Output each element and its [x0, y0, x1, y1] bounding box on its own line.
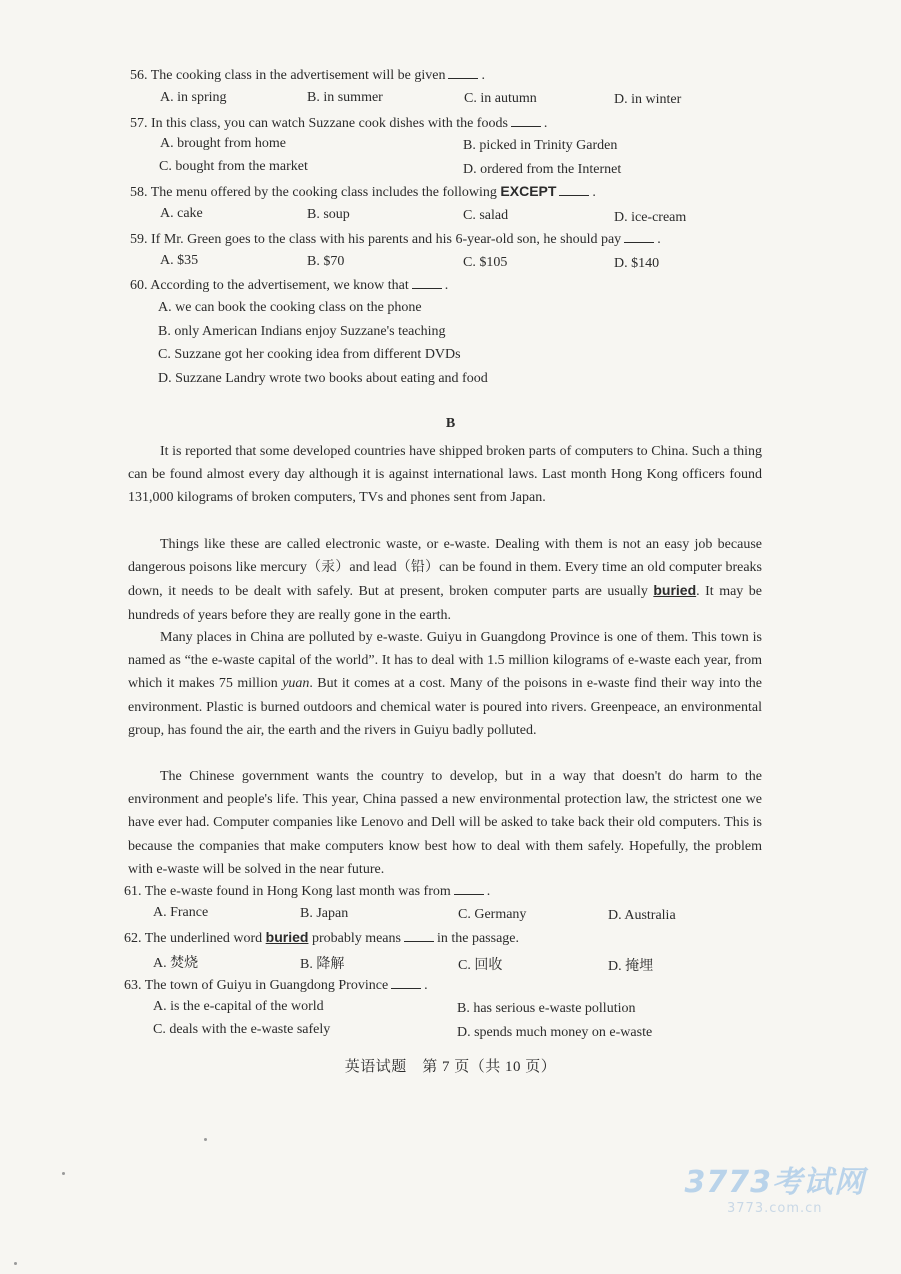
question-61: 61. The e-waste found in Hong Kong last month was from .	[124, 884, 491, 899]
question-57: 57. In this class, you can watch Suzzane cook dishes with the foods .	[130, 116, 548, 131]
option-60-b: B. only American Indians enjoy Suzzane's teaching	[158, 324, 446, 339]
answer-blank	[404, 929, 434, 942]
option-58-d: D. ice-cream	[614, 210, 687, 225]
passage-paragraph-2: Things like these are called electronic waste, or e-waste. Dealing with them is not an easy job because dangerous poisons like mercury（汞）and lead（铅）can be found in them. Every time an old computer breaks down, it needs to be dealt with safely. But at present, broken computer parts are usually buried. It may be hundreds of years before they are really gone in the earth.	[128, 537, 763, 623]
option-60-d: D. Suzzane Landry wrote two books about eating and food	[158, 371, 488, 386]
option-57-a: A. brought from home	[160, 136, 286, 151]
option-60-a: A. we can book the cooking class on the phone	[158, 300, 422, 315]
option-61-b: B. Japan	[300, 906, 349, 921]
option-58-a: A. cake	[160, 206, 203, 221]
answer-blank	[624, 230, 654, 243]
option-59-c: C. $105	[463, 255, 508, 270]
answer-blank	[448, 66, 478, 79]
answer-blank	[391, 976, 421, 989]
option-56-c: C. in autumn	[464, 91, 537, 106]
option-60-c: C. Suzzane got her cooking idea from different DVDs	[158, 347, 461, 362]
watermark-title: 3773考试网	[684, 1165, 865, 1200]
option-61-a: A. France	[153, 905, 209, 920]
section-title: B	[445, 416, 456, 431]
option-57-c: C. bought from the market	[159, 159, 308, 174]
scan-speck	[204, 1138, 207, 1141]
option-63-b: B. has serious e-waste pollution	[457, 1001, 636, 1016]
scan-speck	[62, 1172, 65, 1175]
option-57-d: D. ordered from the Internet	[463, 162, 622, 177]
option-58-c: C. salad	[463, 208, 509, 223]
scan-speck	[14, 1262, 17, 1265]
passage-paragraph-3: Many places in China are polluted by e-waste. Guiyu in Guangdong Province is one of them. This town is named as “the e-waste capital of the world”. It has to deal with 1.5 million kilograms of e-waste each year, from which it makes 75 million yuan. But it comes at a cost. Many of the poisons in e-waste find their way into the environment. Plastic is burned outdoors and chemical water is poured into rivers. Greenpeace, an environmental group, has found the air, the earth and the rivers in Guiyu badly polluted.	[128, 630, 762, 738]
question-56: 56. The cooking class in the advertisement will be given .	[130, 68, 485, 83]
answer-blank	[454, 882, 484, 895]
option-59-a: A. $35	[160, 253, 199, 268]
option-63-c: C. deals with the e-waste safely	[153, 1022, 331, 1037]
option-56-a: A. in spring	[160, 90, 227, 105]
watermark-url: 3773.com.cn	[727, 1201, 823, 1216]
option-56-b: B. in summer	[307, 90, 383, 105]
question-58: 58. The menu offered by the cooking class includes the following EXCEPT .	[130, 183, 596, 200]
except-keyword: EXCEPT	[500, 183, 557, 199]
question-59: 59. If Mr. Green goes to the class with his parents and his 6-year-old son, he should pay .	[130, 232, 661, 247]
passage-paragraph-4: The Chinese government wants the country to develop, but in a way that doesn't do harm to the environment and people's life. This year, China passed a new environmental protection law, the strictest one we have ever had. Computer companies like Lenovo and Dell will be asked to take back their old computers. This is because the companies that make computers know best how to deal with them safely. Hopefully, the problem with e-waste will be solved in the near future.	[128, 769, 762, 877]
option-58-b: B. soup	[307, 207, 350, 222]
option-56-d: D. in winter	[614, 92, 682, 107]
passage-paragraph-1: It is reported that some developed countries have shipped broken parts of computers to China. Such a thing can be found almost every day although it is against international laws. Last month Hong Kong officers found 131,000 kilograms of broken computers, TVs and phones sent from Japan.	[128, 444, 762, 506]
answer-blank	[511, 114, 541, 127]
page-footer: 英语试题 第 7 页（共 10 页）	[344, 1059, 557, 1075]
option-62-c: C. 回收	[458, 958, 503, 973]
answer-blank	[412, 276, 442, 289]
option-61-d: D. Australia	[608, 908, 676, 923]
option-59-b: B. $70	[307, 254, 345, 269]
option-59-d: D. $140	[614, 256, 660, 271]
underlined-word: buried	[653, 582, 697, 599]
option-61-c: C. Germany	[458, 907, 527, 922]
question-62: 62. The underlined word buried probably means in the passage.	[124, 929, 519, 946]
underlined-word: buried	[265, 929, 309, 945]
option-63-d: D. spends much money on e-waste	[457, 1025, 653, 1040]
option-63-a: A. is the e-capital of the world	[153, 999, 324, 1014]
question-63: 63. The town of Guiyu in Guangdong Province .	[124, 978, 428, 993]
option-62-b: B. 降解	[300, 957, 345, 972]
answer-blank	[559, 183, 589, 196]
question-60: 60. According to the advertisement, we know that .	[130, 278, 449, 293]
option-62-d: D. 掩埋	[608, 959, 654, 974]
option-57-b: B. picked in Trinity Garden	[463, 138, 618, 153]
option-62-a: A. 焚烧	[153, 956, 199, 971]
watermark-logo	[685, 1157, 866, 1216]
